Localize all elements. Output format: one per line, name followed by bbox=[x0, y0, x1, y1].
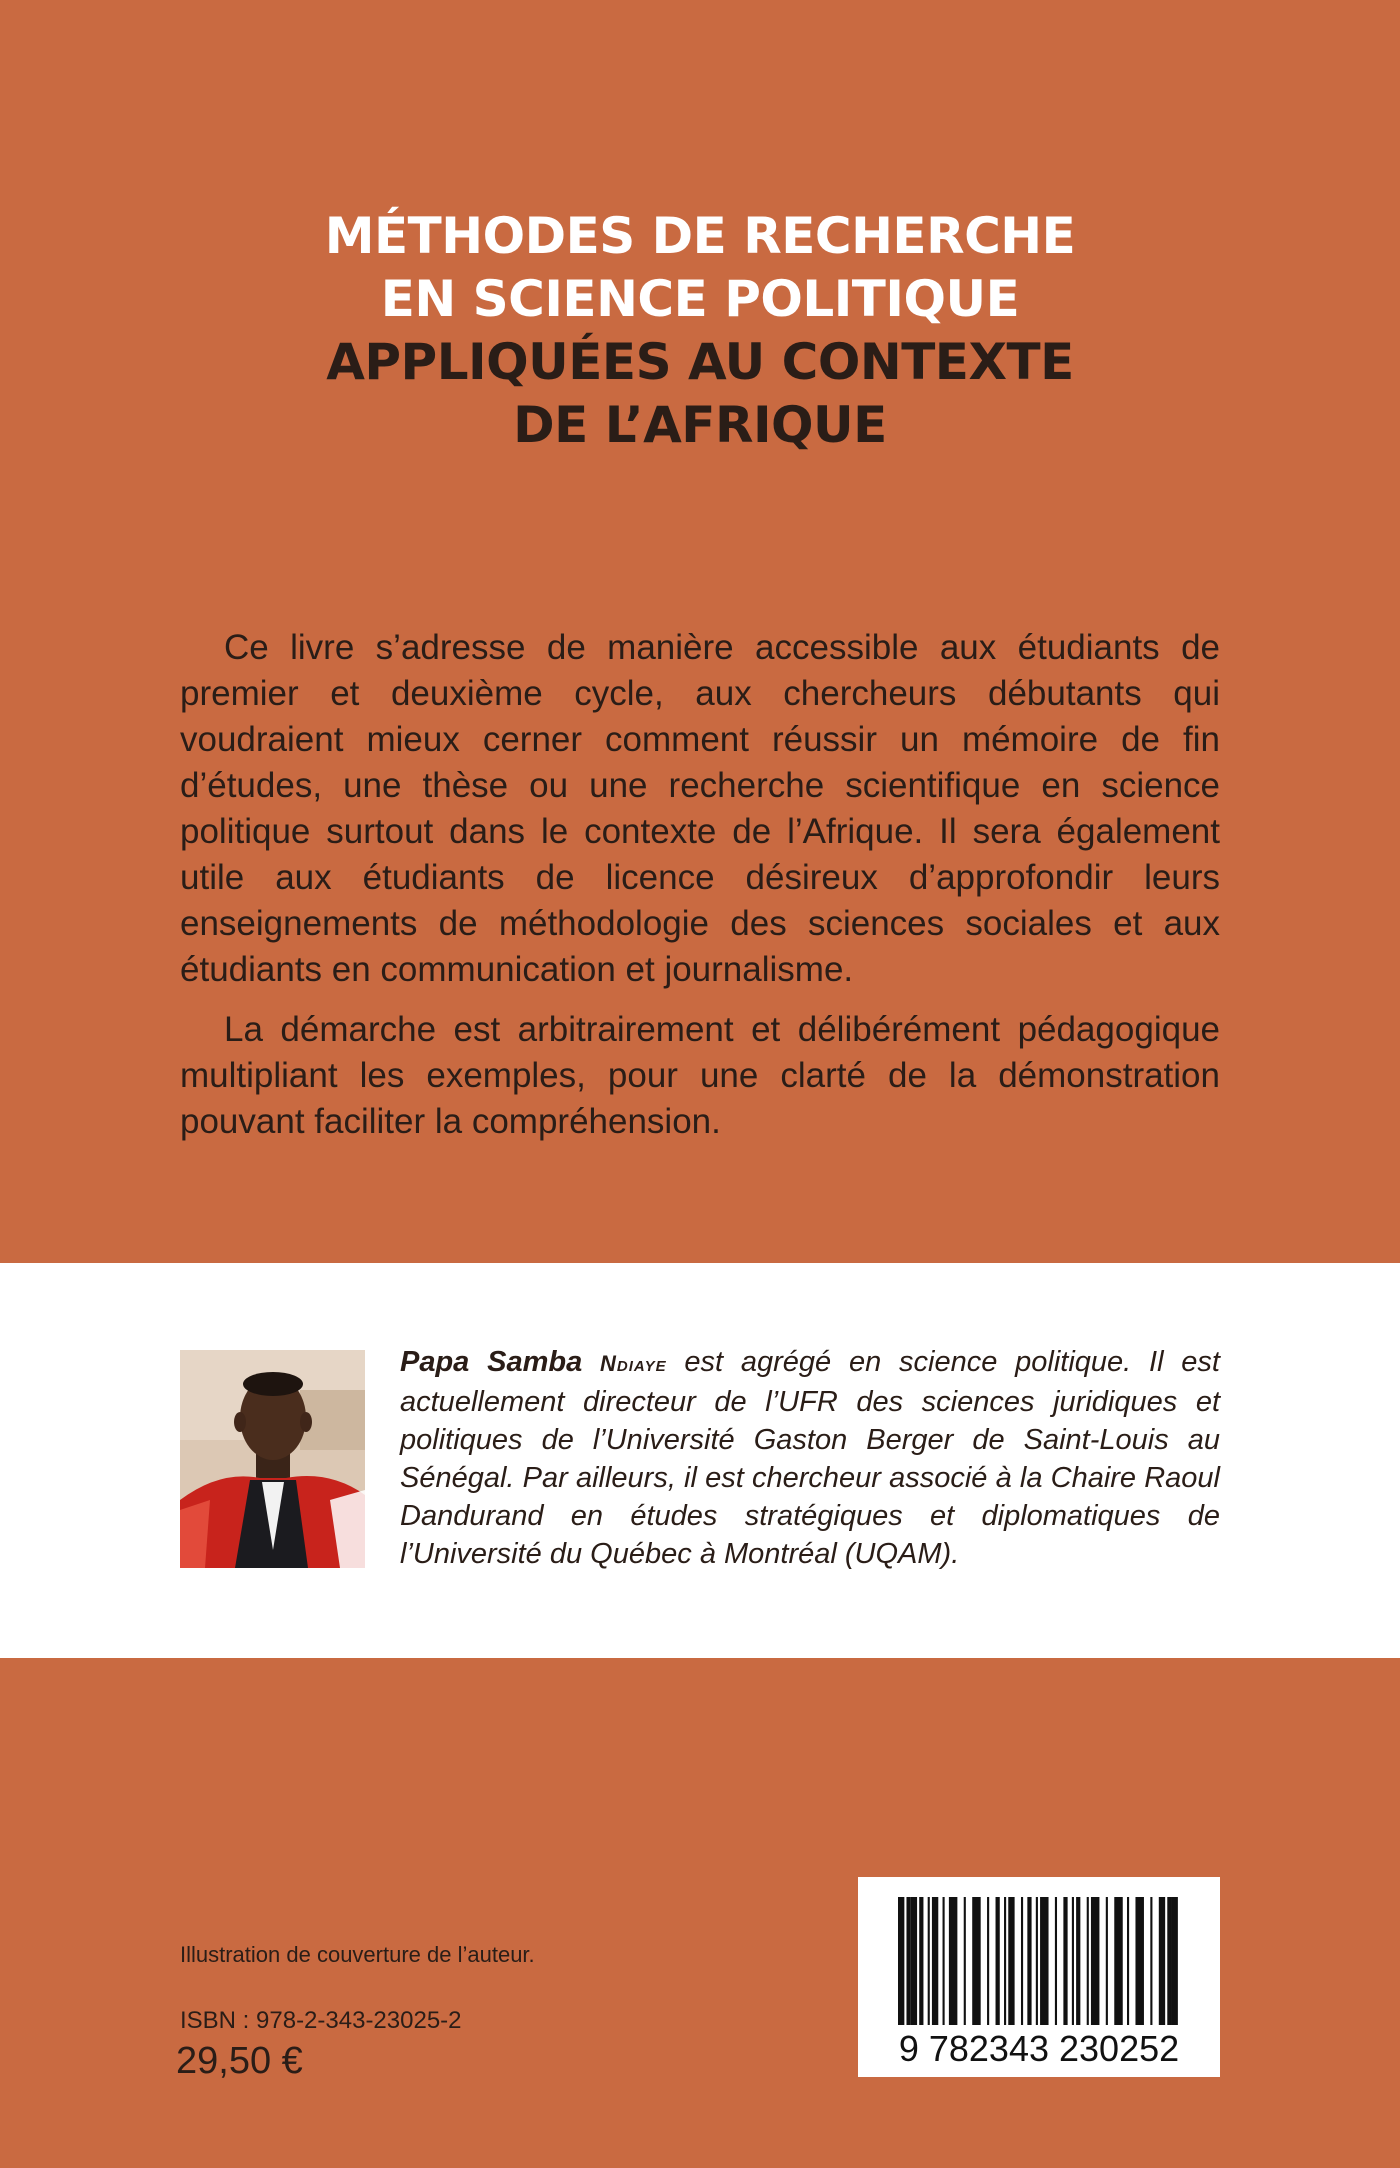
barcode-bar bbox=[972, 1897, 980, 2025]
cover-illustration-credit: Illustration de couverture de l’auteur. bbox=[180, 1942, 535, 1967]
barcode-bar bbox=[1040, 1897, 1048, 2025]
barcode-bar bbox=[1021, 1897, 1023, 2025]
barcode-bar bbox=[1150, 1897, 1152, 2025]
barcode-bar bbox=[898, 1897, 904, 2025]
barcode-bar bbox=[1127, 1897, 1129, 2025]
author-name bbox=[400, 1346, 667, 1378]
barcode-bar bbox=[1063, 1897, 1067, 2025]
barcode-bar bbox=[1114, 1897, 1122, 2025]
barcode-digits: 9 782343 230252 bbox=[898, 2028, 1180, 2069]
author-portrait bbox=[180, 1350, 365, 1568]
barcode-bar bbox=[919, 1897, 923, 2025]
barcode-bar bbox=[1087, 1897, 1089, 2025]
barcode-bar bbox=[911, 1897, 917, 2025]
barcode bbox=[858, 1877, 1220, 2077]
barcode-bars bbox=[898, 1897, 1178, 2025]
barcode-bar bbox=[1091, 1897, 1099, 2025]
barcode-bar bbox=[1172, 1897, 1178, 2025]
title-line-4: DE L’AFRIQUE bbox=[513, 396, 887, 454]
barcode-bar bbox=[932, 1897, 938, 2025]
author-first-name: Papa Samba bbox=[400, 1346, 600, 1378]
barcode-bar bbox=[906, 1897, 910, 2025]
barcode-bar bbox=[996, 1897, 1000, 2025]
title-line-3: APPLIQUÉES AU CONTEXTE bbox=[326, 333, 1074, 391]
author-last-name: Ndiaye bbox=[600, 1351, 667, 1376]
barcode-bar bbox=[1004, 1897, 1006, 2025]
blurb-paragraph-2: La démarche est arbitrairement et délibérément pédagogique multipliant les exemples, pour une clarté de la démonstration pouvant faciliter la compréhension. bbox=[180, 1010, 1220, 1141]
barcode-bar bbox=[1167, 1897, 1171, 2025]
barcode-bar bbox=[928, 1897, 930, 2025]
barcode-graphic bbox=[858, 1877, 1220, 2077]
author-bio-text: est agrégé en science politique. Il est actuellement directeur de l’UFR des sciences juridiques et politiques de l’Université Gaston Berger de Saint-Louis au Sénégal. Par ailleurs, il est chercheur associé à la Chaire Raoul Dandurand en études stratégiques et diplomatiques de l’Université du Québec à Montréal (UQAM). bbox=[400, 1346, 1220, 1570]
blurb-paragraph-1: Ce livre s’adresse de manière accessible aux étudiants de premier et deuxième cycle, aux chercheurs débutants qui voudraient mieux cerner comment réussir un mémoire de fin d’études, une thèse ou une recherche scientifique en science politique surtout dans le contexte de l’Afrique. Il sera également utile aux étudiants de licence désireux d’approfondir leurs enseignements de méthodologie des sciences sociales et aux étudiants en communication et journalisme. bbox=[180, 628, 1220, 989]
barcode-bar bbox=[1076, 1897, 1080, 2025]
author-section bbox=[0, 1263, 1400, 1658]
book-title bbox=[0, 205, 1400, 457]
isbn: ISBN : 978-2-343-23025-2 bbox=[180, 2007, 462, 2034]
barcode-bar bbox=[987, 1897, 989, 2025]
barcode-bar bbox=[1036, 1897, 1038, 2025]
barcode-bar bbox=[1027, 1897, 1031, 2025]
barcode-bar bbox=[1055, 1897, 1057, 2025]
barcode-bar bbox=[1008, 1897, 1014, 2025]
barcode-bar bbox=[949, 1897, 957, 2025]
barcode-bar bbox=[1135, 1897, 1143, 2025]
price: 29,50 € bbox=[176, 2040, 303, 2082]
barcode-bar bbox=[1106, 1897, 1108, 2025]
author-portrait-illustration bbox=[180, 1350, 365, 1568]
barcode-bar bbox=[1072, 1897, 1074, 2025]
title-line-1: MÉTHODES DE RECHERCHE bbox=[324, 207, 1076, 265]
barcode-bar bbox=[964, 1897, 966, 2025]
barcode-bar bbox=[1159, 1897, 1165, 2025]
back-cover-blurb bbox=[180, 625, 1220, 1159]
barcode-bar bbox=[943, 1897, 945, 2025]
author-bio bbox=[400, 1343, 1220, 1573]
title-line-2: EN SCIENCE POLITIQUE bbox=[380, 270, 1020, 328]
